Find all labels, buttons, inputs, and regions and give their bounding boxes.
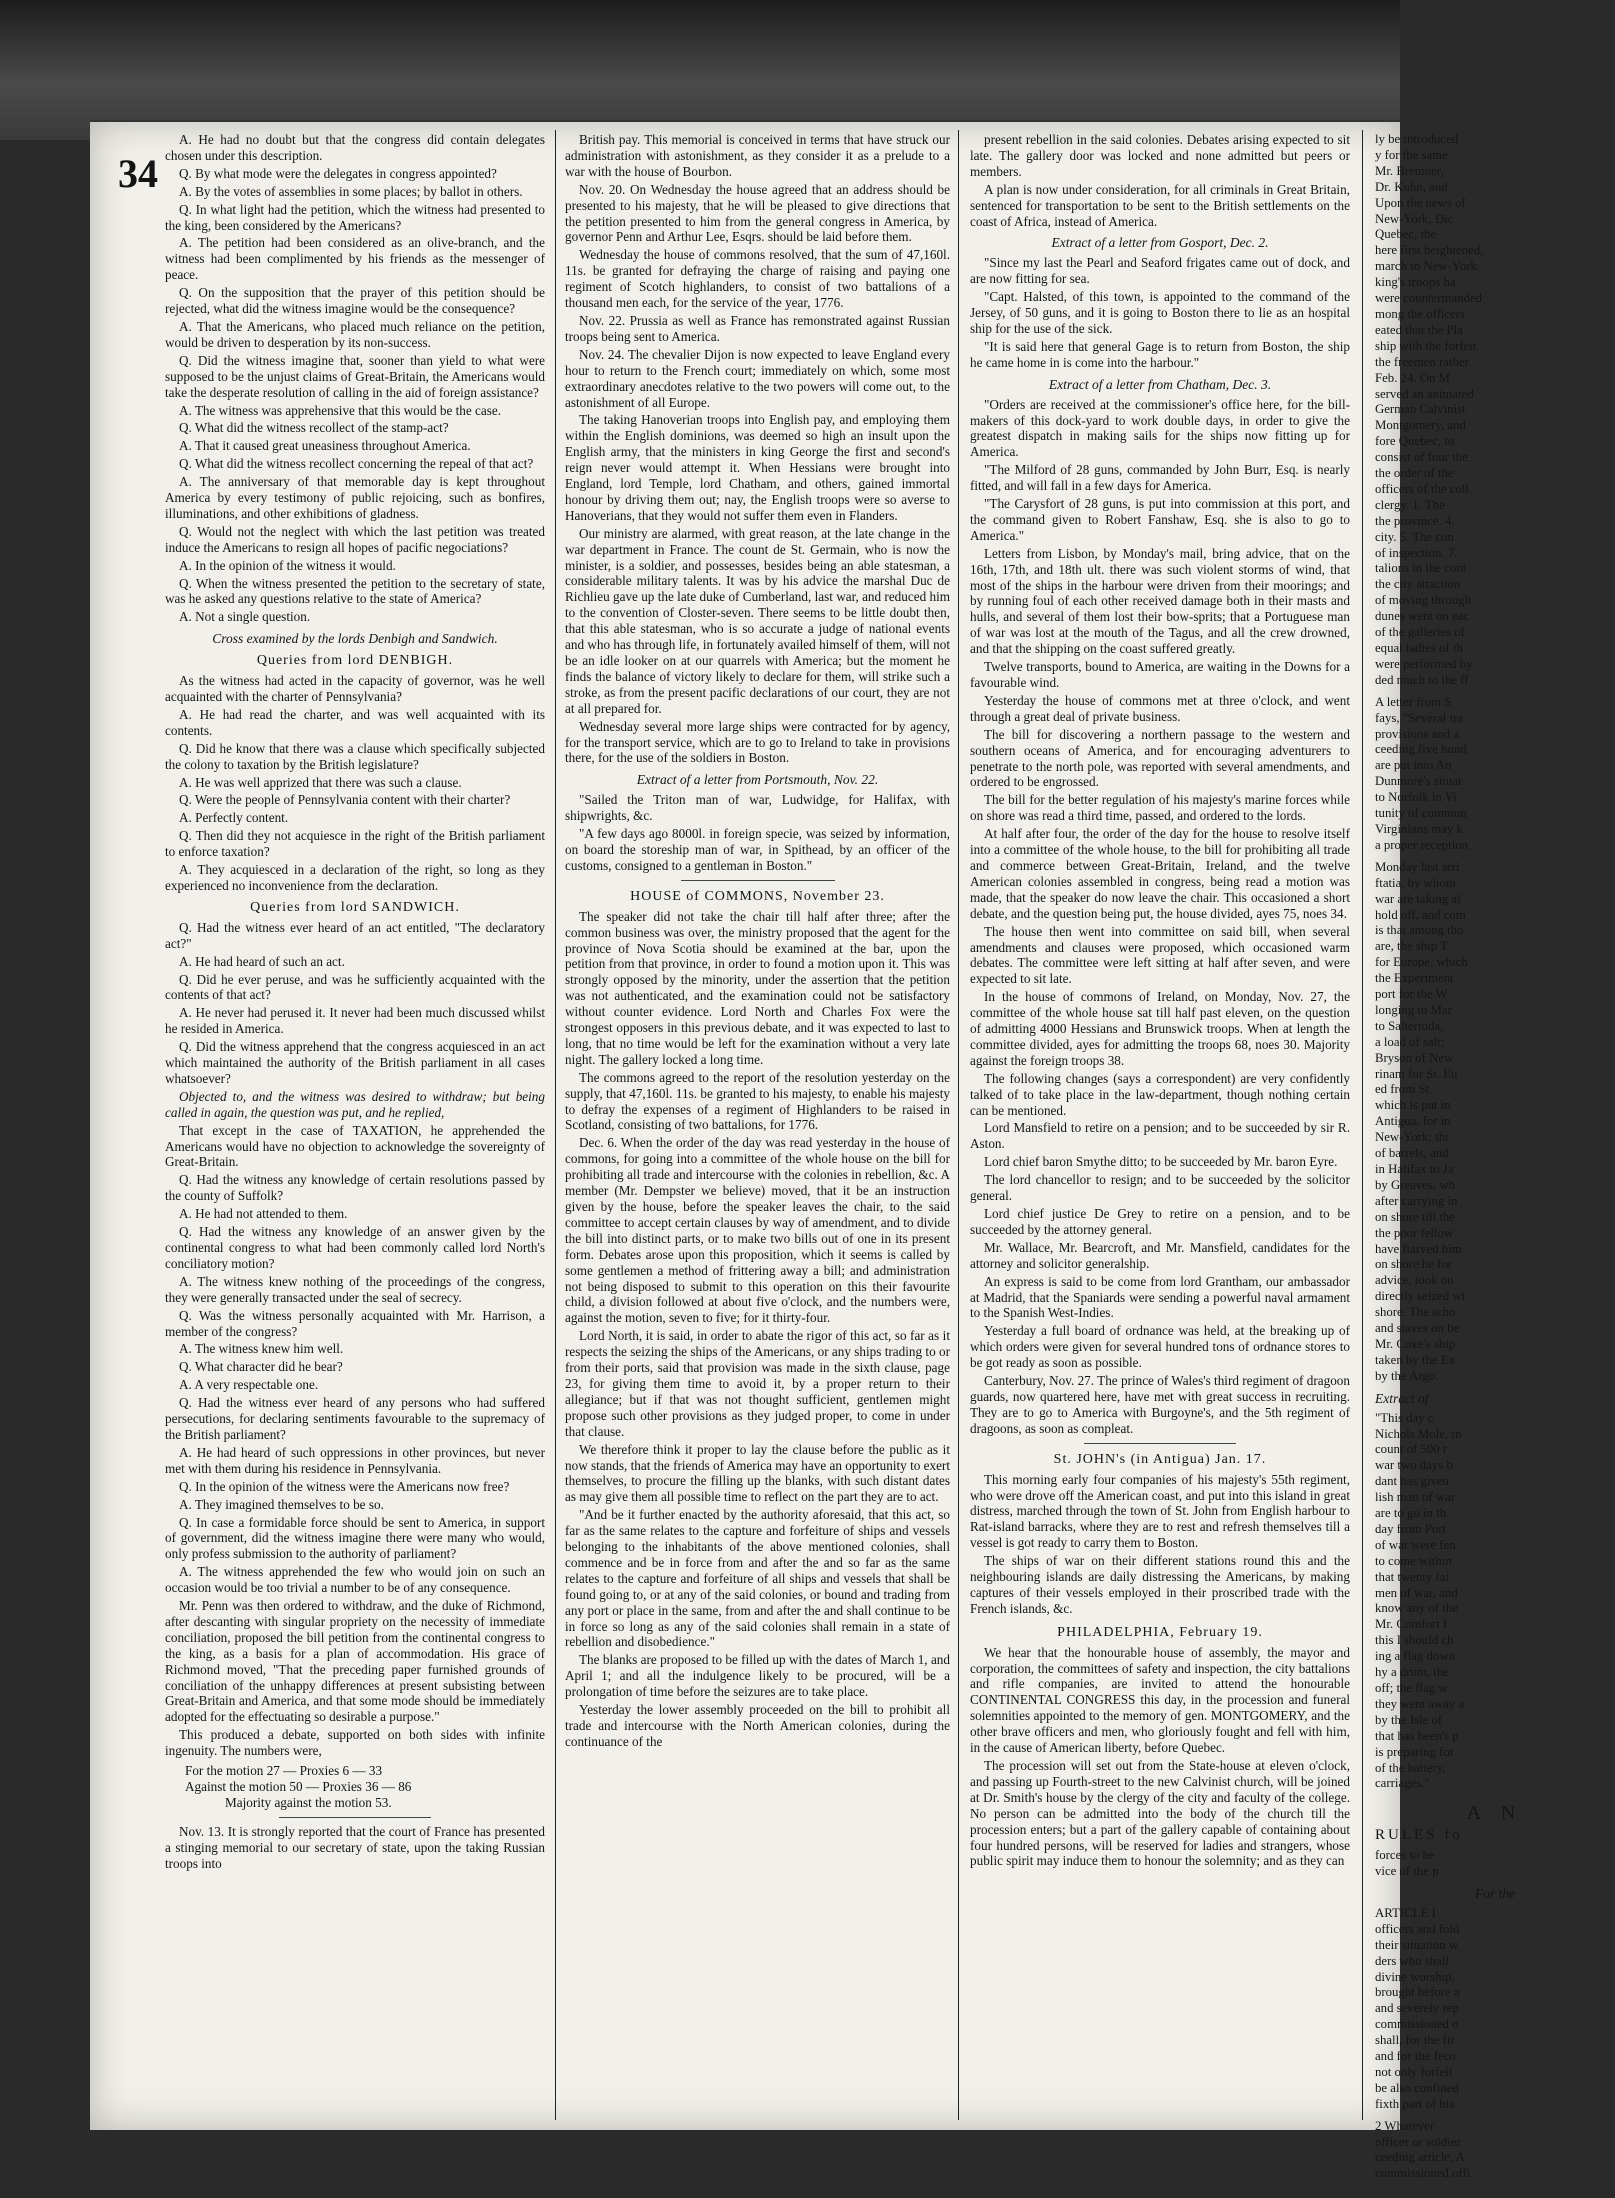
- text-line: and staves on be: [1375, 1321, 1460, 1336]
- paragraph: Canterbury, Nov. 27. The prince of Wales's third regiment of dragoon guards, now quartered here, have met with great success in recruiting. They are to go to America with Burgoyne's, and the 5th regiment of dragoons, as soon as compleat.: [970, 1373, 1350, 1436]
- witness-testimony: [165, 132, 545, 625]
- text-line: that twenty fai: [1375, 1569, 1449, 1584]
- paragraph: The speaker did not take the chair till half after three; after the common business was over, the ministry proposed that the agent for the province of Nova Scotia should be examined at the bar, upon the petition from that province, in order to found a motion upon it. This was strongly opposed by the minority, under the assertion that the petition was not authenticated, and the examination could not be satisfactory without counter evidence. Lord North and Charles Fox were the strongest opposers in this previous debate, and it was expected to last to long, that no time would be left for the examination without a very late night. The gallery locked a long time.: [565, 908, 950, 1067]
- text-line: which is put in: [1375, 1098, 1451, 1113]
- col4-block: [1375, 1411, 1615, 1793]
- paragraph: Twelve transports, bound to America, are waiting in the Downs for a favourable wind.: [970, 659, 1350, 690]
- text-line: equal ladies of th: [1375, 641, 1463, 655]
- text-line: Mr. Bremner,: [1375, 163, 1444, 178]
- col4-block: [1375, 1906, 1615, 2113]
- column-2: [565, 132, 950, 2112]
- text-line: New-York, Dic: [1375, 211, 1454, 226]
- column-rule: [555, 130, 556, 2120]
- text-line: march to New-York.: [1375, 259, 1480, 274]
- text-line: of barrels, and: [1375, 1146, 1449, 1161]
- text-line: hy a drum, the: [1375, 1665, 1449, 1680]
- paragraph: Yesterday the lower assembly proceeded on the bill to prohibit all trade and intercourse with the North American colonies, during the continuance of the: [565, 1702, 950, 1749]
- text-line: fays, "Several tra: [1375, 710, 1464, 725]
- paragraph: A. The witness knew nothing of the proceedings of the congress, they were generally transacted under the seal of secrecy.: [165, 1273, 545, 1305]
- text-line: by the Argo.: [1375, 1368, 1439, 1383]
- paragraph: "Orders are received at the commissioner's office here, for the bill-makers of this dock-yard to work double days, in order to give the greatest dispatch in making sails for the ships now fitting up for America.: [970, 396, 1350, 460]
- paragraph: Q. Did the witness imagine that, sooner than yield to what were supposed to be the unjust claims of Great-Britain, the Americans would take the desperate resolution of calling in the aid of foreign assistance?: [165, 352, 545, 400]
- text-line: brought before a: [1375, 1985, 1460, 2000]
- text-line: of the galleries of: [1375, 625, 1465, 640]
- section-heading: A N: [1466, 1802, 1524, 1825]
- text-line: German Calvinist: [1375, 402, 1466, 417]
- column-3: [970, 132, 1350, 2112]
- text-line: were performed by: [1375, 656, 1473, 671]
- section-heading: HOUSE of COMMONS, November 23.: [630, 888, 885, 904]
- tally-line: For the motion 27 — Proxies 6 — 33: [185, 1763, 383, 1779]
- separator: [1084, 1443, 1236, 1444]
- paragraph: Q. Did he ever peruse, and was he sufficiently acquainted with the contents of that act?: [165, 971, 545, 1003]
- text-line: Dr. Kuhn, and: [1375, 179, 1448, 194]
- text-line: the poor fellow: [1375, 1225, 1454, 1240]
- text-line: shall, for the fir: [1375, 2033, 1455, 2048]
- text-line: ship with the forfeit: [1375, 338, 1477, 353]
- paragraph: Yesterday a full board of ordnance was held, at the breaking up of which orders were given for several hundred tons of ordnance stores to be got ready as soon as possible.: [970, 1323, 1350, 1371]
- paragraph: Nov. 22. Prussia as well as France has remonstrated against Russian troops being sent to America.: [565, 312, 950, 344]
- text-line: ders who shall: [1375, 1953, 1449, 1968]
- paragraph: British pay. This memorial is conceived in terms that have struck our administration with astonishment, as they consider it as a prelude to a war with the house of Bourbon.: [565, 132, 950, 179]
- paragraph: Lord Mansfield to retire on a pension; and to be succeeded by sir R. Aston.: [970, 1120, 1350, 1152]
- paragraph: The bill for the better regulation of his majesty's marine forces while on shore was read a third time, passed, and ordered to the lords.: [970, 792, 1350, 824]
- paragraph: Q. In the opinion of the witness were the Americans now free?: [179, 1478, 510, 1494]
- paragraph: Dec. 6. When the order of the day was read yesterday in the house of commons, for going into a committee of the whole house on the bill for prohibiting all trade and intercourse with the colonies in rebellion, &c. A member (Mr. Dempster we believe) moved, that it be an instruction given by the house, before the speaker leaves the chair, to the said committee to accept certain clauses by way of amendment, and to divide the bill into distinct parts, or to make two bills out of one in its present form. Debates arose upon this proposition, which it seems is called by some gentlemen a method of frittering away a bill; and administration not being disposed to submit to this operation on this their favourite child, a division followed at about five o'clock, and the numbers were, against the motion, seven to five; for it thirty-four.: [565, 1135, 950, 1326]
- text-line: the city attaction: [1375, 577, 1461, 592]
- text-line: ing a flag down: [1375, 1649, 1455, 1664]
- paragraph: The bill for discovering a northern passage to the western and southern oceans of America, and for encouraging adventurers to penetrate to the north pole, was reported with several amendments, and ordered to be engrossed.: [970, 726, 1350, 790]
- text-line: of the battery,: [1375, 1760, 1446, 1775]
- text-line: to come within: [1375, 1553, 1452, 1568]
- text-line: in Halifax to Ja: [1375, 1162, 1454, 1176]
- text-line: Dunmore's situat: [1375, 774, 1462, 789]
- text-line: are to go in th: [1375, 1506, 1447, 1521]
- text-line: port for the W: [1375, 987, 1448, 1002]
- paragraph: In the house of commons of Ireland, on Monday, Nov. 27, the committee of the whole house sat till half past eleven, on the question of admitting 4000 Hessians and Brunswick troops. When at length the committee divided, ayes for admitting the troops 68, noes 30. Majority against the foreign troops 38.: [970, 989, 1350, 1068]
- text-line: rinam for St. Eu: [1375, 1066, 1458, 1081]
- text-line: and severely rep: [1375, 2001, 1459, 2016]
- column-rule: [958, 130, 959, 2120]
- paragraph: Q. Then did they not acquiesce in the right of the British parliament to enforce taxation?: [165, 828, 545, 860]
- separator: [279, 1817, 431, 1818]
- text-line: provisions and a: [1375, 726, 1459, 741]
- text-line: Upon the news of: [1375, 195, 1466, 210]
- section-heading: Queries from lord DENBIGH.: [256, 653, 454, 669]
- text-line: they went away a: [1375, 1696, 1465, 1711]
- text-line: commissioned offi: [1375, 2166, 1471, 2181]
- text-line: shore. The scho: [1375, 1305, 1456, 1320]
- text-line: men of war, and: [1375, 1585, 1458, 1600]
- text-line: taken by the Ex: [1375, 1352, 1455, 1367]
- section-heading: Queries from lord SANDWICH.: [250, 899, 460, 915]
- paragraph: Q. When the witness presented the petition to the secretary of state, was he asked any questions relative to the state of America?: [165, 575, 545, 607]
- paragraph: "And be it further enacted by the authority aforesaid, that this act, so far as the same relates to the capture and forfeiture of ships and vessels belonging to the inhabitants of the above mentioned colonies, shall commence and be in force from and after the and so far as the same relates to the capture and forfeiture of all ships and vessels that shall be found going to, or at any of the said colonies, or bound and trading from any port or place in the same, from and after the and shall continue to be in force so long as any of the said colonies shall remain in a state of rebellion and disobedience.": [565, 1507, 950, 1650]
- text-line: on shore he for: [1375, 1257, 1453, 1272]
- paragraph: Nov. 24. The chevalier Dijon is now expected to leave England every hour to return to the French court; immediately on which, some most extraordinary anecdotes relative to the two powers will come out, to the astonishment of all Europe.: [565, 346, 950, 410]
- section-heading: Extract of a letter from Portsmouth, Nov. 22.: [636, 772, 879, 788]
- text-line: dunes went on eac: [1375, 609, 1470, 624]
- text-line: vice of the p: [1375, 1864, 1439, 1879]
- text-line: fore Quebec, to: [1375, 434, 1455, 449]
- paragraph: Q. On the supposition that the prayer of this petition should be rejected, what did the witness imagine would be the consequence?: [165, 285, 545, 317]
- text-line: ed from St.: [1375, 1082, 1433, 1097]
- page-number: 34: [118, 151, 158, 196]
- paragraph: Mr. Penn was then ordered to withdraw, and the duke of Richmond, after descanting with singular propriety on the necessity of immediate conciliation, proposed the bill petition from the continental congress to the king, as a basis for a plan of accommodation. His grace of Richmond moved, "That the preceding paper furnished grounds of conciliation of the unhappy differences at present subsisting between Great-Britain and America, and that some mode should be immediately adopted for the effectuating so desirable a purpose.": [165, 1598, 545, 1725]
- tally-line: Against the motion 50 — Proxies 36 — 86: [185, 1779, 412, 1794]
- newspaper-page: [90, 120, 1524, 2181]
- paragraph: The ships of war on their different stations round this and the neighbouring islands are daily distressing the Americans, by making captures of their vessels employed in their proscribed trade with the French islands, &c.: [970, 1553, 1350, 1616]
- paragraph: Q. In what light had the petition, which the witness had presented to the king, been considered by the Americans?: [165, 201, 545, 233]
- paragraph: "The Carysfort of 28 guns, is put into commission at this port, and the command given to Robert Fanshaw, Esq. she is also to go to America.": [970, 496, 1350, 543]
- separator: [681, 880, 835, 881]
- text-line: on shore till the: [1375, 1209, 1455, 1224]
- section-heading: Extract of a letter from Chatham, Dec. 3.: [1048, 376, 1272, 392]
- text-line: dant has given: [1375, 1474, 1449, 1489]
- text-line: Mr. Comfort I: [1375, 1617, 1448, 1632]
- text-line: the Experiment: [1375, 971, 1454, 986]
- paragraph: Yesterday the house of commons met at three o'clock, and went through a great deal of private business.: [970, 692, 1350, 724]
- text-line: of war were fen: [1375, 1537, 1456, 1552]
- paragraph: "Capt. Halsted, of this town, is appointed to the command of the Jersey, of 50 guns, and it is going to Boston there to lie as an hospital ship for the use of the sick.: [970, 289, 1350, 336]
- column-4-cropped: [1375, 132, 1615, 2181]
- paragraph: A. Not a single question.: [179, 609, 311, 625]
- column-1: [165, 132, 545, 2112]
- section-heading: RULES fo: [1375, 1827, 1463, 1844]
- paragraph: Our ministry are alarmed, with great reason, at the late change in the war department in France. The count de St. Germain, who is now the minister, is a soldier, and possesses, besides being an able statesman, a considerable military talents. It was by his advice the marshal Duc de Richlieu gave up the late duke of Cumberland, last war, and reduced him to the convention of Closter-seven. There seems to be little doubt then, that this able statesman, who is so accurate a judge of national events and who has through life, in fortunately availed himself of them, will not be an idle looker on at our quarrels with America; but the moment he finds the balance of victory likely to declare for them, will strike such a stroke, as from the present pacific declarations of our court, they are not at all prepared for.: [565, 525, 950, 716]
- paragraph: Wednesday several more large ships were contracted for by agency, for the transport service, which are to go to Ireland to take in provisions there, for the use of the soldiers in Boston.: [565, 718, 950, 766]
- paragraph: "It is said here that general Gage is to return from Boston, the ship he came home in is come into the harbour.": [970, 338, 1350, 370]
- paragraph: The taking Hanoverian troops into English pay, and employing them within the English dominions, was deemed so high an insult upon the English army, that the ministers in king George the first and second's reign never would attempt it. When Hessians were brought into England, lord Temple, lord Chatham, and others, gained immortal honour by driving them out; nay, the English troops were so averse to Hanoverians, that they would not suffer them even in Flanders.: [565, 412, 950, 523]
- paragraph: "Sailed the Triton man of war, Ludwidge, for Halifax, with shipwrights, &c.: [565, 792, 950, 824]
- text-line: off; the flag w: [1375, 1681, 1448, 1695]
- paragraph: "Since my last the Pearl and Seaford frigates came out of dock, and are now fitting for sea.: [970, 255, 1350, 287]
- text-line: ded much to the ff: [1375, 672, 1469, 687]
- paragraph: We hear that the honourable house of assembly, the mayor and corporation, the committees of safety and inspection, the city battalions and rifle companies, are invited to attend the honourable CONTINENTAL CONGRESS this day, in the procession and funeral solemnities appointed to the memory of gen. MONTGOMERY, and the other brave officers and men, who gloriously fought and fell with him, in the cause of American liberty, before Quebec.: [970, 1644, 1350, 1756]
- text-line: to Saltertuda,: [1375, 1018, 1444, 1033]
- col4-block: [1375, 2119, 1615, 2183]
- paragraph: A. The witness knew him well.: [179, 1341, 344, 1357]
- text-line: ly be introduced: [1375, 132, 1459, 146]
- paragraph: Q. Had the witness ever heard of an act entitled, "The declaratory act?": [165, 919, 545, 951]
- paragraph: Q. Had the witness ever heard of any persons who had suffered persecutions, for declaring sentiments favourable to the supremacy of the British parliament?: [165, 1395, 545, 1442]
- section-heading: PHILADELPHIA, February 19.: [1057, 1624, 1263, 1640]
- text-line: by Greaves, wh: [1375, 1177, 1455, 1192]
- paragraph: The commons agreed to the report of the resolution yesterday on the supply, that 47,160l. 11s. be granted to his majesty, to enable his majesty to defray the expenses of a regiment of Highlanders to be raised in Scotland, consisting of two battalions, for 1776.: [565, 1069, 950, 1133]
- text-line: carriages.": [1375, 1776, 1430, 1791]
- column-rule: [1362, 130, 1363, 2120]
- text-line: the freemen rather: [1375, 354, 1469, 369]
- text-line: of inspection. 7.: [1375, 545, 1458, 560]
- paragraph: This produced a debate, supported on both sides with infinite ingenuity. The numbers were,: [165, 1727, 545, 1759]
- paragraph: At half after four, the order of the day for the house to resolve itself into a committee of the whole house, to the bill for prohibiting all trade and commerce between Great-Britain, Ireland, and the twelve American colonies assembled in congress, being read a motion was made, that the speaker do now leave the chair. This occasioned a short debate, and the question being put, the house divided, ayes 75, noes 34.: [970, 826, 1350, 921]
- text-line: are, the ship T: [1375, 939, 1448, 954]
- paragraph: "The Milford of 28 guns, commanded by John Burr, Esq. is nearly fitted, and will fall in a few days for America.: [970, 462, 1350, 494]
- paragraph: Q. Did he know that there was a clause which specifically subjected the colony to taxation by the British legislature?: [165, 740, 545, 772]
- section-heading: St. JOHN's (in Antigua) Jan. 17.: [1053, 1451, 1267, 1467]
- paragraph: Q. What character did he bear?: [179, 1359, 343, 1375]
- text-line: not only forfeit: [1375, 2064, 1453, 2079]
- text-line: for Europe, which: [1375, 955, 1468, 970]
- paragraph: A. That the Americans, who placed much reliance on the petition, would be driven to desperation by its non-success.: [165, 318, 545, 350]
- tally-line: Majority against the motion 53.: [225, 1794, 392, 1810]
- paragraph: A. In the opinion of the witness it would.: [179, 557, 396, 573]
- text-line: consist of four the: [1375, 450, 1468, 465]
- text-line: their situation w: [1375, 1937, 1459, 1952]
- text-line: is that among tho: [1375, 923, 1464, 938]
- paragraph: A. He had heard of such an act.: [179, 953, 345, 969]
- paragraph: Mr. Wallace, Mr. Bearcroft, and Mr. Mansfield, candidates for the attorney and solicitor generalship.: [970, 1239, 1350, 1271]
- text-line: served an animated: [1375, 386, 1474, 401]
- text-line: Bryson of New: [1375, 1050, 1454, 1065]
- paragraph: A. The witness apprehended the few who would join on such an occasion would be too trivial a number to be of any consequence.: [165, 1564, 545, 1596]
- text-line: New-York: thr: [1375, 1130, 1450, 1145]
- text-line: A letter from S: [1375, 694, 1452, 709]
- paragraph: Q. Was the witness personally acquainted with Mr. Harrison, a member of the congress?: [165, 1307, 545, 1339]
- paragraph: The lord chancellor to resign; and to be succeeded by the solicitor general.: [970, 1172, 1350, 1204]
- text-line: to Norfolk in Vi: [1375, 790, 1457, 805]
- paragraph: present rebellion in the said colonies. Debates arising expected to sit late. The gallery door was locked and none admitted but peers or members.: [970, 132, 1350, 179]
- paragraph: Lord chief justice De Grey to retire on a pension, and to be succeeded by the attorney general.: [970, 1206, 1350, 1237]
- text-line: Mr. Coxe's ship: [1375, 1336, 1456, 1351]
- text-line: lish man of war: [1375, 1490, 1455, 1505]
- text-line: Antigua, for in: [1375, 1114, 1451, 1129]
- paragraph: Q. Did the witness apprehend that the congress acquiesced in an act which maintained the authority of the British parliament in all cases whatsoever?: [165, 1039, 545, 1086]
- text-line: officers of the coll: [1375, 481, 1469, 496]
- top-rule: [90, 120, 1400, 122]
- paragraph: Objected to, and the witness was desired to withdraw; but being called in again, the question was put, and he replied,: [165, 1088, 545, 1120]
- paragraph: This morning early four companies of his majesty's 55th regiment, who were drove off the American coast, and put into this island in great distress, marched through the town of St. John from English harbour to Rat-island barracks, where they are to rest and refresh themselves till a vessel is got ready to carry them to Boston.: [970, 1471, 1350, 1551]
- text-line: war are taking al: [1375, 891, 1461, 906]
- text-line: the province. 4.: [1375, 513, 1455, 528]
- text-line: eated that the Pla: [1375, 322, 1463, 337]
- paragraph: The house then went into committee on said bill, when several amendments and clauses were proposed, which occasioned warm debates. The committee were left sitting at half after seven, and were expected to sit late.: [970, 923, 1350, 987]
- col4-block: [1375, 132, 1615, 689]
- text-line: "This day c: [1375, 1410, 1434, 1425]
- text-line: is preparing for: [1375, 1744, 1454, 1759]
- text-line: a proper reception: [1375, 837, 1469, 852]
- text-line: ceeding five hund: [1375, 742, 1467, 757]
- text-line: 2 Whatever: [1375, 2118, 1435, 2133]
- text-line: officers and fold: [1375, 1921, 1460, 1936]
- paragraph: Q. Had the witness any knowledge of an answer given by the continental congress to what had been commonly called lord North's conciliatory motion?: [165, 1224, 545, 1271]
- scan-background: [0, 0, 1400, 140]
- paragraph: Q. Were the people of Pennsylvania content with their charter?: [179, 792, 511, 808]
- text-line: be also confined: [1375, 2080, 1459, 2095]
- text-line: of moving through: [1375, 593, 1471, 608]
- paragraph: A. That it caused great uneasiness throughout America.: [179, 438, 471, 454]
- text-line: commissioned o: [1375, 2017, 1459, 2032]
- paragraph: Letters from Lisbon, by Monday's mail, bring advice, that on the 16th, 17th, and 18th ult. there was such violent storms of wind, that most of the ships in the harbour were driven from their moorings; and by running foul of each other received damage both in their masts and hulls, and several of them lost their bow-sprits; that a Portuguese man of war was lost at the mouth of the Tagus, and all the crew drowned, and that the shipping on the coast suffered greatly.: [970, 545, 1350, 657]
- text-line: tunity of commun: [1375, 806, 1467, 821]
- paragraph: That except in the case of TAXATION, he apprehended the Americans would have no objection to acknowledge the sovereignty of Great-Britain.: [165, 1122, 545, 1170]
- text-line: Feb. 24. On M: [1375, 370, 1451, 385]
- paragraph: Lord chief baron Smythe ditto; to be succeeded by Mr. baron Eyre.: [984, 1154, 1338, 1170]
- text-line: by the Isle of: [1375, 1712, 1443, 1727]
- paragraph: A. He had not attended to them.: [179, 1206, 348, 1222]
- paragraph: Q. What did the witness recollect of the stamp-act?: [179, 420, 449, 436]
- paragraph: The blanks are proposed to be filled up with the dates of March 1, and April 1; and all the indulgence likely to be procured, will be a prolongation of time before the seizures are to take place.: [565, 1652, 950, 1700]
- section-heading: Cross examined by the lords Denbigh and Sandwich.: [212, 631, 498, 647]
- paragraph: Q. By what mode were the delegates in congress appointed?: [179, 165, 497, 181]
- text-line: hold off, and com: [1375, 907, 1466, 922]
- text-line: Virginians may k: [1375, 821, 1463, 836]
- text-line: y for the same: [1375, 147, 1448, 162]
- text-line: that has been's p: [1375, 1728, 1459, 1743]
- text-line: a load of salt;: [1375, 1034, 1445, 1049]
- section-heading: Extract of a letter from Gosport, Dec. 2.: [1051, 235, 1269, 251]
- col4-block: [1375, 1848, 1615, 1880]
- paragraph: A. The anniversary of that memorable day is kept throughout America by every testimony of public rejoicing, such as bonfires, illuminations, and other exhibitions of gladness.: [165, 474, 545, 521]
- text-line: city. 5. The con: [1375, 529, 1454, 544]
- paragraph: A plan is now under consideration, for all criminals in Great Britain, sentenced for transportation to be sent to the British settlements on the coast of Africa, instead of America.: [970, 181, 1350, 229]
- text-line: longing to Mar: [1375, 1002, 1452, 1017]
- paragraph: A. By the votes of assemblies in some places; by ballot in others.: [179, 183, 523, 199]
- paragraph: Q. Had the witness any knowledge of certain resolutions passed by the county of Suffolk?: [165, 1172, 545, 1204]
- text-line: ftatia, by whom: [1375, 875, 1456, 890]
- paragraph: An express is said to be come from lord Grantham, our ambassador at Madrid, that the Spaniards were sending a powerful naval armament to the Spanish West-Indies.: [970, 1273, 1350, 1321]
- text-line: Montgomery, and: [1375, 418, 1466, 433]
- text-line: Quebec, the: [1375, 227, 1437, 242]
- text-line: are put into An: [1375, 758, 1452, 773]
- paragraph: Wednesday the house of commons resolved, that the sum of 47,160l. 11s. be granted for defraying the charge of raising and paying one regiment of Scotch highlanders, to consist of two battalions of a thousand men each, for the service of the year, 1776.: [565, 247, 950, 311]
- text-line: war two days b: [1375, 1458, 1453, 1473]
- paragraph: A. He had heard of such oppressions in other provinces, but never met with them during his residence in Pennsylvania.: [165, 1444, 545, 1476]
- paragraph: A. They acquiesced in a declaration of the right, so long as they experienced no inconvenience from the declaration.: [165, 862, 545, 893]
- paragraph: Q. Would not the neglect with which the last petition was treated induce the Americans to resign all hopes of pacific negociations?: [165, 523, 545, 555]
- paragraph: A. They imagined themselves to be so.: [179, 1496, 384, 1512]
- paragraph: A. He never had perused it. It never had been much discussed whilst he resided in America.: [165, 1005, 545, 1037]
- text-line: officer or soldier: [1375, 2134, 1461, 2149]
- paragraph: Lord North, it is said, in order to abate the rigor of this act, so far as it respects the seizing the ships of the Americans, or any ships trading to or from their ports, said that provision was made in the sixth clause, page 23, for giving them time to avoid it, by a proper return to their allegiance; but if that was not thought sufficient, gentlemen might propose such other provisions as they judged proper, to come in under that clause.: [565, 1328, 950, 1439]
- paragraph: "A few days ago 8000l. in foreign specie, was seized by information, on board the storeship man of war, in Spithead, by an officer of the customs, consigned to a gentleman in Boston.": [565, 826, 950, 873]
- text-line: king's troops ha: [1375, 275, 1456, 290]
- text-line: talions in the cont: [1375, 561, 1467, 576]
- paragraph: A. A very respectable one.: [179, 1377, 319, 1393]
- col4-block: [1375, 695, 1615, 854]
- text-line: mong the officers: [1375, 306, 1466, 321]
- text-line: clergy. 1. The: [1375, 497, 1445, 512]
- col4-block: [1375, 860, 1615, 1385]
- paragraph: Nov. 20. On Wednesday the house agreed that an address should be presented to his majesty, that he will be pleased to give directions that the petition presented to him from the general congress in America, by governor Penn and Arthur Lee, Esqrs. should be laid before them.: [565, 181, 950, 245]
- text-line: count of 500 r: [1375, 1442, 1448, 1457]
- paragraph: Q. In case a formidable force should be sent to America, in support of government, did the witness imagine there were many who would, only profess submission to the authority of parliament?: [165, 1514, 545, 1562]
- paragraph: Q. What did the witness recollect concerning the repeal of that act?: [179, 456, 534, 472]
- section-heading: Extract of: [1375, 1390, 1429, 1406]
- paragraph: The procession will set out from the State-house at eleven o'clock, and passing up Fourth-street to the new Calvinist church, will be joined at Dr. Smith's house by the clergy of the city and faculty of the college. No person can be admitted into the body of the church till the procession enters; but a part of the gallery capable of containing about four hundred persons, will be reserved for ladies and strangers, whose public spirit may induce them to honour the solemnity; and as they can: [970, 1758, 1350, 1869]
- text-line: advice, took ou: [1375, 1273, 1454, 1288]
- paragraph: A. Perfectly content.: [179, 810, 289, 826]
- paragraph: A. The witness was apprehensive that this would be the case.: [179, 402, 502, 418]
- text-line: this I should ch: [1375, 1633, 1454, 1648]
- paragraph: We therefore think it proper to lay the clause before the public as it now stands, that the friends of America may have an opportunity to exert themselves, to procure the filling up the blanks, with such distant dates as may give them all possible time to reflect on the part they are to act.: [565, 1441, 950, 1505]
- paragraph: A. He was well apprized that there was such a clause.: [179, 774, 462, 790]
- text-line: forces to be: [1375, 1848, 1435, 1863]
- section-heading: For the: [1474, 1885, 1516, 1901]
- text-line: and for the feco: [1375, 2049, 1456, 2064]
- text-line: were countermanded: [1375, 291, 1482, 306]
- text-line: Monday last arri: [1375, 859, 1460, 874]
- text-line: divine worship,: [1375, 1969, 1455, 1984]
- text-line: after carrying in: [1375, 1193, 1458, 1208]
- text-line: know any of the: [1375, 1601, 1458, 1616]
- text-line: fixth part of his: [1375, 2096, 1455, 2111]
- text-line: ARTICLE I: [1375, 1905, 1436, 1920]
- vote-tally: [185, 1763, 545, 1811]
- text-line: have ftarved him: [1375, 1241, 1462, 1256]
- paragraph: As the witness had acted in the capacity of governor, was he well acquainted with the charter of Pennsylvania?: [165, 673, 545, 704]
- text-line: day from Port: [1375, 1521, 1447, 1536]
- text-line: the order of the: [1375, 466, 1454, 481]
- paragraph: Nov. 13. It is strongly reported that the court of France has presented a stinging memorial to our secretary of state, upon the taking Russian troops into: [165, 1823, 545, 1871]
- paragraph: A. He had no doubt but that the congress did contain delegates chosen under this description.: [165, 132, 545, 163]
- text-line: directly seized wi: [1375, 1289, 1466, 1304]
- text-line: Nichols Mole, in: [1375, 1426, 1462, 1441]
- paragraph: The following changes (says a correspondent) are very confidently talked of to take place in the law-department, though nothing certain can be mentioned.: [970, 1070, 1350, 1118]
- text-line: ceeding article, A: [1375, 2150, 1465, 2165]
- paragraph: A. He had read the charter, and was well acquainted with its contents.: [165, 706, 545, 738]
- text-line: here first heightened,: [1375, 243, 1484, 258]
- paragraph: A. The petition had been considered as an olive-branch, and the witness had been complimented by his friends as the messenger of peace.: [165, 235, 545, 283]
